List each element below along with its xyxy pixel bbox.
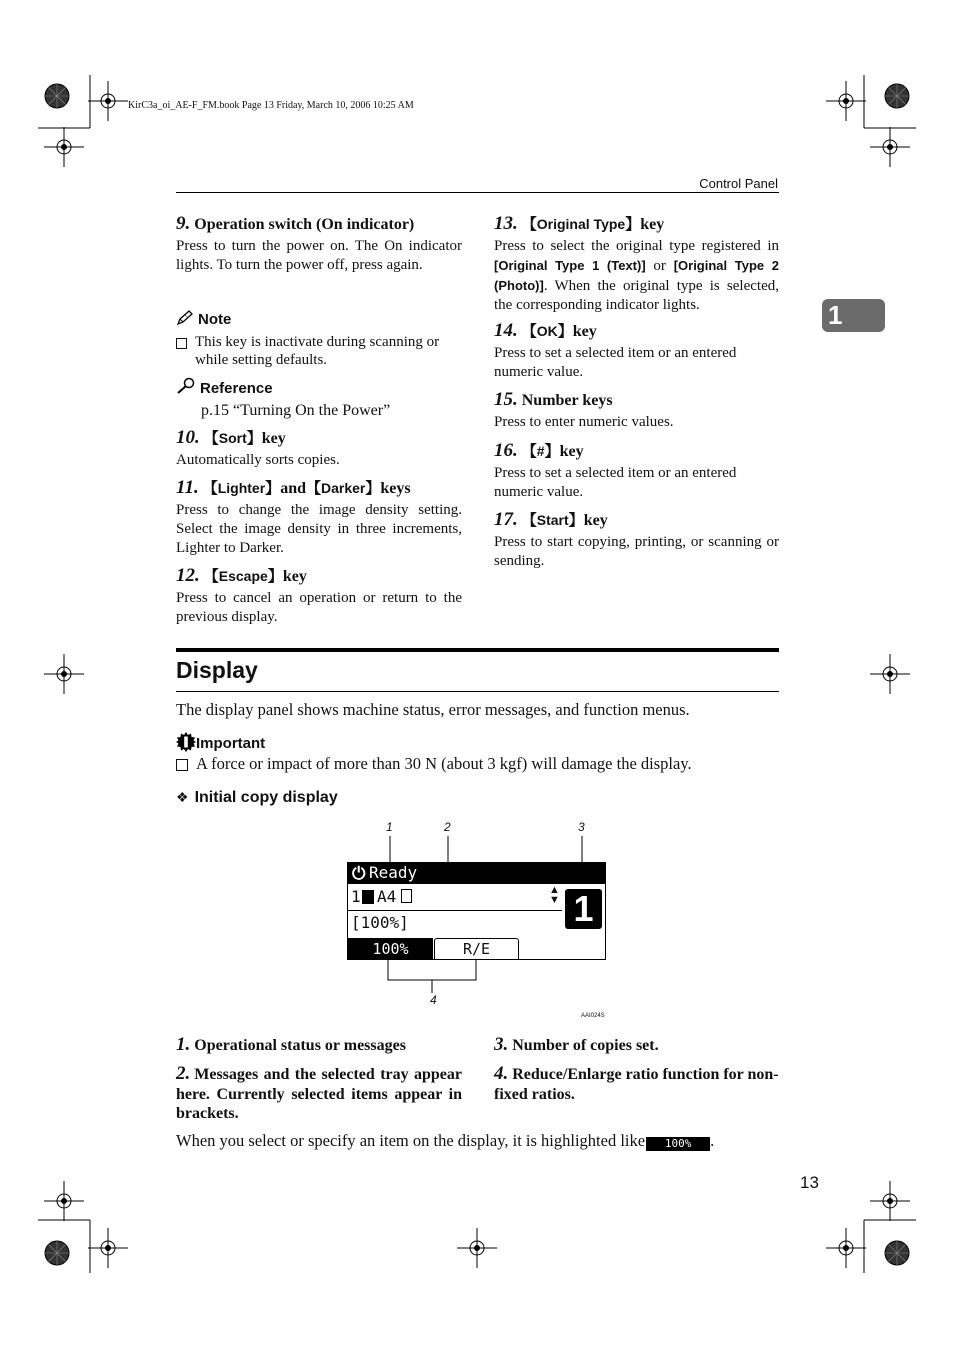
item-body: Press to cancel an operation or return to the previous display. — [176, 590, 462, 625]
callout-3: 3 — [578, 820, 585, 834]
header-rule — [176, 192, 779, 193]
pencil-icon — [176, 310, 194, 326]
legend-number: 4. — [494, 1063, 509, 1084]
item-conjunction: and — [280, 480, 306, 497]
section-rule-thin — [176, 691, 779, 692]
item-body-text: or — [645, 258, 674, 274]
reference-link[interactable]: p.15 “Turning On the Power” — [201, 402, 391, 419]
page-number: 13 — [800, 1173, 819, 1192]
item-body-text: Press to select the original type registered in — [494, 238, 779, 254]
item-number: 15. — [494, 389, 518, 410]
item-body: Press to turn the power on. The On indicator lights. To turn the power off, press again. — [176, 238, 462, 273]
item-title: Operation switch (On indicator) — [194, 216, 415, 233]
lcd-status-bar — [348, 863, 605, 884]
item-body: Press to change the image density setting. Select the image density in three increments, Lighter to Darker. — [176, 502, 462, 556]
item-number: 12. — [176, 565, 200, 586]
item-body: Press to start copying, printing, or scanning or sending. — [494, 534, 779, 569]
note-block — [176, 310, 462, 369]
legend-number: 1. — [176, 1034, 191, 1055]
item-number: 17. — [494, 509, 518, 530]
item-number: 14. — [494, 320, 518, 341]
lcd-paper-size: A4 — [377, 887, 397, 906]
key-name: Escape — [218, 568, 268, 584]
legend-number: 2. — [176, 1063, 191, 1084]
reference-title: Reference — [200, 380, 273, 397]
portrait-paper-icon — [401, 889, 412, 903]
callout-2: 2 — [444, 820, 451, 834]
item-10: 10. 【Sort】key Automatically sorts copies. — [176, 428, 462, 470]
item-body: Press to enter numeric values. — [494, 414, 674, 430]
key-name: Darker — [321, 480, 366, 496]
key-name: Original Type — [536, 216, 626, 232]
item-13: 13. 【Original Type】key Press to select the original type registered in [Original Type 1 (Text)] or [Original Type 2 (Photo)]. When the original type is selected, the corresponding indicator lights. — [494, 213, 779, 313]
lcd-tab-100-label: 100% — [372, 940, 409, 958]
item-suffix: keys — [380, 480, 411, 497]
item-12: 12. 【Escape】key Press to cancel an operation or return to the previous display. — [176, 565, 462, 625]
legend-3 — [494, 1035, 779, 1056]
checkbox-bullet-icon — [176, 759, 188, 771]
file-stamp: KirC3a_oi_AE-F_FM.book Page 13 Friday, March 10, 2006 10:25 AM — [128, 100, 414, 111]
callout-4: 4 — [430, 993, 437, 1007]
item-suffix: key — [640, 216, 665, 233]
legend-1 — [176, 1035, 462, 1056]
item-number: 16. — [494, 440, 518, 461]
closing-text: When you select or specify an item on the display, it is highlighted like — [176, 1131, 646, 1150]
item-15 — [494, 390, 779, 432]
important-text: A force or impact of more than 30 N (about 3 kgf) will damage the display. — [196, 754, 692, 773]
diamond-bullet-icon: ❖ — [176, 791, 189, 806]
item-11: 11. 【Lighter】and【Darker】keys Press to change the image density setting. Select the image density in three increments, Lighter to Darker. — [176, 477, 462, 556]
item-body: Press to set a selected item or an entered numeric value. — [494, 465, 737, 500]
item-suffix: key — [583, 512, 608, 529]
key-name: Start — [536, 512, 569, 528]
key-name: # — [536, 443, 545, 459]
item-body-text: . When the original type is selected, the corresponding indicator lights. — [494, 278, 779, 313]
legend-text: Number of copies set. — [512, 1037, 659, 1054]
lcd-tab-re[interactable] — [434, 938, 519, 960]
item-body: Press to set a selected item or an entered numeric value. — [494, 345, 737, 380]
figure-code: AAI024S — [581, 1013, 605, 1019]
important-title: Important — [196, 735, 266, 752]
section-rule-thick — [176, 648, 779, 652]
section-intro: The display panel shows machine status, error messages, and function menus. — [176, 700, 690, 719]
item-title: Number keys — [521, 392, 613, 409]
lcd-panel — [347, 862, 606, 960]
highlight-sample: 100% — [646, 1137, 710, 1151]
key-name: Sort — [218, 430, 247, 446]
item-suffix: key — [559, 443, 584, 460]
item-17: 17. 【Start】key Press to start copying, printing, or scanning or sending. — [494, 509, 779, 569]
copies-value: 1 — [573, 888, 594, 929]
important-heading — [176, 732, 265, 753]
key-reference: [Original Type 1 (Text)] — [494, 258, 646, 273]
lcd-status-text: Ready — [369, 863, 418, 882]
section-title: Display — [176, 657, 258, 683]
lcd-tab-re-label: R/E — [462, 940, 491, 958]
important-item — [176, 754, 779, 774]
item-16: 16. 【#】key Press to set a selected item or an entered numeric value. — [494, 441, 779, 502]
note-text: This key is inactivate during scanning or while setting defaults. — [195, 334, 440, 368]
item-number: 10. — [176, 427, 200, 448]
legend-text: Reduce/Enlarge ratio function for non-fixed ratios. — [494, 1066, 779, 1103]
key-reference: [Original Type 2 (Photo)] — [494, 258, 779, 293]
item-body: Automatically sorts copies. — [176, 452, 340, 468]
figure-subheading-text: Initial copy display — [194, 789, 338, 806]
note-title: Note — [198, 311, 232, 328]
legend-number: 3. — [494, 1034, 509, 1055]
chapter-tab: 1 — [822, 299, 885, 332]
legend-text: Messages and the selected tray appear here. Currently selected items appear in brackets. — [176, 1066, 462, 1122]
magnifier-icon — [176, 377, 196, 395]
tray-icon — [362, 890, 374, 904]
item-suffix: key — [282, 568, 307, 585]
lcd-tray-line — [348, 884, 562, 911]
lcd-tab-100[interactable] — [348, 938, 433, 960]
scroll-updown-icon[interactable]: ▲ ▼ — [549, 884, 560, 906]
key-name: OK — [536, 323, 558, 339]
copies-counter — [565, 889, 602, 929]
running-header: Control Panel — [699, 176, 778, 191]
figure-subheading — [176, 789, 338, 807]
callout-1: 1 — [386, 820, 393, 834]
item-number: 13. — [494, 213, 518, 234]
power-icon: ⏻ — [352, 864, 366, 883]
checkbox-bullet-icon — [176, 338, 187, 349]
key-name: Lighter — [217, 480, 266, 496]
item-number: 9. — [176, 213, 191, 234]
important-icon — [176, 732, 196, 752]
lcd-tray-number: 1 — [351, 887, 361, 906]
item-suffix: key — [572, 323, 597, 340]
item-14: 14. 【OK】key Press to set a selected item or an entered numeric value. — [494, 321, 779, 382]
legend-4 — [494, 1064, 779, 1104]
item-suffix: key — [261, 430, 286, 447]
item-9 — [176, 214, 462, 275]
item-body — [494, 237, 779, 315]
lcd-ratio: [100%] — [351, 913, 409, 932]
reference-block — [176, 377, 462, 420]
legend-2 — [176, 1064, 462, 1124]
closing-sentence: When you select or specify an item on the display, it is highlighted like 100% . — [176, 1131, 715, 1150]
legend-text: Operational status or messages — [194, 1037, 406, 1054]
item-number: 11. — [176, 477, 199, 498]
